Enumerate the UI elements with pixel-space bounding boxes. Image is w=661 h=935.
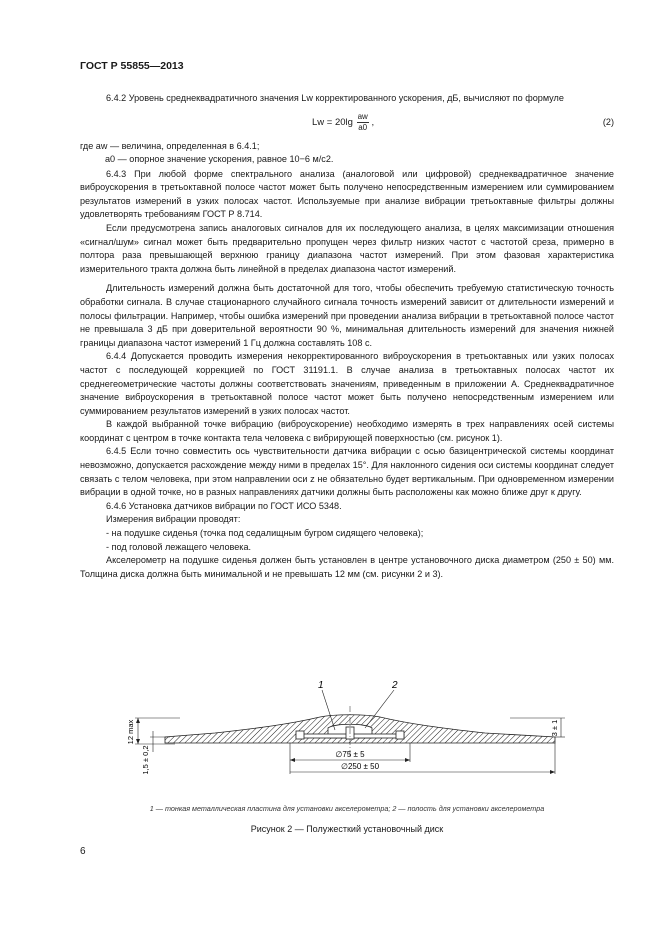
body-text	[80, 92, 614, 581]
paragraph-6-4-6: 6.4.6 Установка датчиков вибрации по ГОСТ ИСО 5348.	[106, 500, 342, 511]
formula-2	[80, 106, 614, 140]
paragraph-accelerometer: Акселерометр на подушке сиденья должен быть установлен в центре установочного диска диаметром (250 ± 50) мм. Толщина диска должна быть минимальной и не превышать 12 мм (см. рисунки 2 и 3).	[80, 555, 614, 579]
list-item: - на подушке сиденья (точка под седалищным бугром сидящего человека);	[106, 528, 424, 539]
where-line-2: a0 — опорное значение ускорения, равное 10−6 м/с2.	[105, 153, 334, 164]
page-number: 6	[80, 846, 86, 857]
screw	[396, 731, 404, 739]
where-line-1: где aw — величина, определенная в 6.4.1;	[80, 140, 260, 151]
formula-expression	[312, 112, 374, 133]
dim-right-label: 3 ± 1	[550, 719, 559, 737]
dim-outer-label: ∅250 ± 50	[340, 762, 380, 771]
figure-legend: 1 — тонкая металлическая пластина для установки акселерометра; 2 — полость для установки акселерометра	[149, 804, 545, 813]
standard-header: ГОСТ Р 55855—2013	[80, 60, 184, 72]
paragraph-6-4-5: 6.4.5 Если точно совместить ось чувствительности датчика вибрации с осью базицентрической системы координат невозможно, допускается расхождение между ними в пределах 15°. Для наклонного сидения оси системы координат следует связать с телом человека, при этом направлении оси z не обязательно будет вертикальным. При одновременном измерении вибрации в одной точке, но в разных направлениях датчики должны быть расположены как можно ближе друг к другу.	[80, 446, 614, 498]
screw	[296, 731, 304, 739]
formula-tail: ,	[371, 116, 375, 128]
formula-where	[80, 140, 614, 168]
formula-lhs: Lw = 20lg	[312, 116, 353, 128]
paragraph-duration: Длительность измерений должна быть достаточной для того, чтобы обеспечить требуемую статистическую точность обработки сигнала. В случае стационарного случайного сигнала точность измерений зависит от длительности измерений и полосы фильтрации. Например, чтобы ошибка измерений при проведении анализа вибрации в третьоктавной полосе частот не превышала 3 дБ при доверительной вероятности 90 %, минимальная длительность измерений для значения нижней границы диапазона частот измерений 1 Гц должна составлять 108 с.	[80, 283, 614, 348]
figure-caption: Рисунок 2 — Полужесткий установочный диск	[250, 824, 444, 834]
paragraph-analog: Если предусмотрена запись аналоговых сигналов для их последующего анализа, в целях максимизации отношения «сигнал/шум» сигнал может быть предварительно пропущен через фильтр низких частот с частотой среза, примерно в полтора раза превышающей верхнюю границу диапазона частот измерений. При этом фазовая характеристика измерительного тракта должна быть линейной в пределах диапазона частот измерений.	[80, 222, 614, 274]
dim-inner-label: ∅75 ± 5	[335, 750, 365, 759]
paragraph-6-4-2: 6.4.2 Уровень среднеквадратичного значения Lw корректированного ускорения, дБ, вычисляют по формуле	[106, 93, 564, 103]
dimension-arrow	[550, 770, 555, 774]
formula-numerator: aw	[357, 111, 368, 121]
dim-height-max-label: 12 max	[126, 719, 135, 745]
paragraph-point: В каждой выбранной точке вибрацию (виброускорение) необходимо измерять в трех направлениях осей системы координат с центром в точке контакта тела человека с вибрирующей поверхностью (см. рисунок 1).	[80, 419, 614, 443]
callout-1: 1	[318, 680, 324, 691]
dim-thickness-label: 1,5 ± 0,2	[141, 745, 150, 775]
paragraph-6-4-4: 6.4.4 Допускается проводить измерения некорректированного виброускорения в третьоктавных или узких полосах частот с последующей коррекцией по ГОСТ 31191.1. В случае анализа в третьоктавных полосах частот их среднегеометрические частоты должны соответствовать значениям, приведенным в приложении А. Среднеквадратичное значение виброускорения в третьоктавной полосе частот может быть получено непосредственным измерением или суммированием результатов измерений в узких полосах частот.	[80, 351, 614, 416]
formula-denominator: a0	[358, 122, 368, 132]
callout-2: 2	[392, 680, 398, 691]
paragraph-6-4-3: 6.4.3 При любой форме спектрального анализа (аналоговой или цифровой) среднеквадратичное значение виброускорения в третьоктавной полосе частот может быть получено непосредственным измерением или суммированием результатов измерений в узких полосах частот. Используемые при анализе вибрации третьоктавные фильтры должны удовлетворять требованиям ГОСТ Р 8.714.	[80, 168, 614, 220]
list-item: - под головой лежащего человека.	[106, 541, 252, 552]
paragraph-measurements: Измерения вибрации проводят:	[106, 514, 241, 525]
formula-number: (2)	[602, 116, 614, 127]
formula-fraction	[357, 112, 369, 133]
figure-2-drawing	[110, 676, 580, 796]
